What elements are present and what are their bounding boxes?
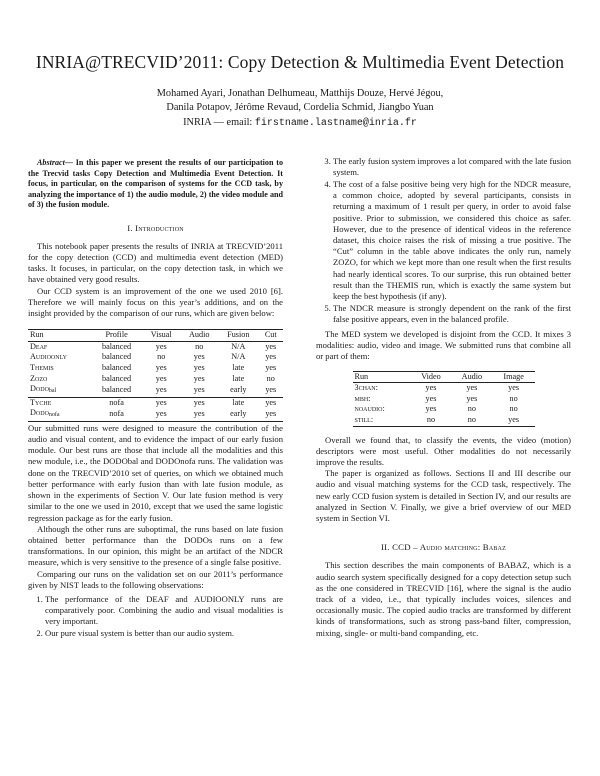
runs-table-header <box>28 330 283 342</box>
cell: yes <box>466 393 478 403</box>
cell: yes <box>265 409 277 419</box>
cell: yes <box>508 415 520 425</box>
cell: yes <box>155 362 167 372</box>
observation-3: 3. The early fusion system improves a lot compared with the late fusion system. <box>333 156 571 178</box>
table-row <box>28 384 283 397</box>
cell: no <box>157 352 166 362</box>
col-header: Run <box>354 371 369 381</box>
cell: yes <box>466 383 478 393</box>
cell: no <box>509 404 518 414</box>
cell: yes <box>155 409 167 419</box>
cell: early <box>230 409 247 419</box>
run-name: 3chan: <box>354 383 378 393</box>
section-number: II. <box>381 542 393 553</box>
cell: yes <box>265 341 277 351</box>
affiliation-text: INRIA — email: <box>183 117 255 128</box>
run-name: still: <box>354 415 374 425</box>
cell: late <box>232 362 245 372</box>
run-name-subscript: nofa <box>48 412 60 419</box>
left-column <box>28 158 283 643</box>
observation-2: 2. Our pure visual system is better than our audio system. <box>45 628 283 639</box>
col-header: Image <box>503 371 524 381</box>
left-paragraph-5: Comparing our runs on the validation set on our 2011’s performance given by NIST leads to the following observations: <box>28 568 283 590</box>
abstract-lead: Abstract <box>37 158 65 167</box>
cell: nofa <box>109 409 124 419</box>
right-paragraph-3: The paper is organized as follows. Sections II and III describe our audio and visual matching systems for the CCD task, respectively. The new early CCD fusion system is detailed in Section IV, and our results are analyzed in Section V. Finally, we give a brief overview of our MED system in Section VI. <box>316 468 571 524</box>
cell: yes <box>193 352 205 362</box>
table-row <box>28 408 283 421</box>
cell: early <box>230 385 247 395</box>
run-name <box>28 408 91 421</box>
intro-paragraph-2: Our CCD system is an improvement of the one we used 2010 [6]. Therefore we will mainly focus on this year’s additions, and on the insight provided by the comparison of our runs, which are given below: <box>28 285 283 318</box>
left-paragraph-4: Although the other runs are suboptimal, the runs based on late fusion obtained better performance than the DODOs runs on a few transformations. In our opinion, this might be an artifact of the NDCR measure, which is very sensitive to the presence of a single false positive. <box>28 523 283 568</box>
cell: no <box>467 415 476 425</box>
cell: no <box>509 393 518 403</box>
cell: no <box>195 341 204 351</box>
cell: balanced <box>102 373 132 383</box>
table-row <box>353 415 535 426</box>
col-header: Visual <box>150 330 172 340</box>
cell: yes <box>425 393 437 403</box>
section-number: I. <box>127 222 136 233</box>
left-paragraph-3: Our submitted runs were designed to measure the contribution of the audio and visual content, and to evidence the impact of our early fusion module. Our best runs are those that include all the modalities and this new module, i.e., the DODObal and DODOnofa runs. The validation was done on the TRECVID’2010 set of queries, on which we obtained much better performance with early fusion than with late fusion module, as shown in the experiments of Section V. Our late fusion method is very similar to the one we used in 2010, except that we used the same logistic regression package as for the early fusion. <box>28 422 283 523</box>
cell: yes <box>155 341 167 351</box>
cell: yes <box>425 404 437 414</box>
section-2-paragraph: This section describes the main components of BABAZ, which is a audio search system specifically designed for a copy detection setup such as the one considered in TRECVID [16], where the signal is the audio track of a video, i.e., that typically includes voices, silences and occasionally music. The copied audio tracks are transformed by different kinds of transformations, such as strong pass-band filter, compression, mixing, single- or multi-band companding, etc. <box>316 560 571 638</box>
cell: yes <box>155 397 167 407</box>
table-row <box>28 352 283 363</box>
cell: yes <box>155 385 167 395</box>
run-name-subscript: bal <box>48 388 57 395</box>
run-name: Tyche <box>30 397 52 407</box>
cell: no <box>426 415 436 425</box>
run-name: Deaf <box>30 341 48 351</box>
cell: balanced <box>102 362 132 372</box>
observations-list-part-2 <box>316 156 571 325</box>
table-row <box>28 397 283 408</box>
run-name: Themis <box>30 362 54 372</box>
abstract <box>28 158 283 211</box>
cell: balanced <box>102 385 132 395</box>
observation-1: 1. The performance of the DEAF and AUDIOONLY runs are comparatively poor. Combining the audio and visual modalities is very important. <box>45 594 283 628</box>
authors-line-2: Danila Potapov, Jérôme Revaud, Cordelia Schmid, Jiangbo Yuan <box>166 101 434 113</box>
observation-5: 5. The NDCR measure is strongly dependent on the rank of the first false positive appears, even in the balanced profile. <box>333 303 571 325</box>
section-heading-audio-matching <box>316 542 571 553</box>
cell: late <box>232 397 245 407</box>
table-row <box>353 404 535 415</box>
section-heading-introduction <box>28 223 283 234</box>
col-header: Fusion <box>227 330 250 340</box>
cell: balanced <box>102 352 132 362</box>
table-row <box>353 383 535 394</box>
abstract-text: — In this paper we present the results of our participation to the Trecvid tasks Copy Detection and Multimedia Event Detection. It focus, in particular, on the comparison of systems for the CCD task, by analyzing the importance of 1) the audio module, 2) the video module and of 3) the fusion module. <box>28 158 283 209</box>
col-header: Audio <box>461 371 483 381</box>
observation-4: 4. The cost of a false positive being very high for the NDCR measure, a common choice, adopted by several participants, consists in returning a maximum of 1 result per query, in order to avoid false positive. Prior to submission, we considered this choice as safer. However, due to the presence of identical videos in the reference dataset, this choice raises the risk of missing a true positive. The “Cut” column in the table above indicates the only run, namely ZOZO, for which we kept more than one result when the first results had nearly identical scores. To our surprise, this run obtained better result than the THEMIS run, which is exactly the same system but keep the best hypothesis (if any). <box>333 179 571 302</box>
right-column <box>316 158 571 639</box>
col-header: Audio <box>188 330 210 340</box>
med-table-header <box>353 371 535 383</box>
run-name-base: Dodo <box>30 408 49 418</box>
cell: yes <box>193 373 205 383</box>
authors-line-1: Mohamed Ayari, Jonathan Delhumeau, Matthijs Douze, Hervé Jégou, <box>156 88 444 99</box>
col-header: Run <box>30 330 44 340</box>
run-name: noaudio: <box>354 404 385 414</box>
cell: yes <box>425 383 437 393</box>
section-title: CCD – Audio matching: Babaz <box>392 542 506 553</box>
cell: no <box>266 373 275 383</box>
cell: yes <box>265 385 277 395</box>
cell: yes <box>155 373 167 383</box>
right-paragraph-2: Overall we found that, to classify the events, the video (motion) descriptors were most useful. Other modalities do not necessarily improve the results. <box>316 434 571 468</box>
col-header: Profile <box>105 330 128 340</box>
intro-paragraph-1: This notebook paper presents the results of INRIA at TRECVID’2011 for the copy detection (CCD) and multimedia event detection (MED) tasks. It focuses, in particular, on the copy detection task, in which we have obtained very good results. <box>28 240 283 285</box>
paper-title: INRIA@TRECVID’2011: Copy Detection & Multimedia Event Detection <box>35 52 565 72</box>
runs-table <box>28 329 283 422</box>
run-name <box>28 384 91 397</box>
run-name: Zozo <box>30 373 48 383</box>
run-name: mbh: <box>354 393 371 403</box>
cell: yes <box>193 385 205 395</box>
cell: balanced <box>102 341 132 351</box>
table-row <box>28 341 283 352</box>
cell: yes <box>265 352 277 362</box>
run-name: Audioonly <box>30 352 67 362</box>
cell: nofa <box>109 397 124 407</box>
cell: yes <box>193 409 205 419</box>
cell: yes <box>265 397 277 407</box>
table-row <box>353 394 535 405</box>
section-title: Introduction <box>135 222 184 233</box>
cell: yes <box>265 362 277 372</box>
author-list <box>0 87 600 114</box>
col-header: Cut <box>264 330 277 340</box>
cell: yes <box>193 397 205 407</box>
med-paragraph: The MED system we developed is disjoint from the CCD. It mixes 3 modalities: audio, video and image. We submitted runs that combine all or part of them: <box>316 329 571 362</box>
cell: N/A <box>231 352 246 362</box>
table-row <box>28 363 283 374</box>
cell: yes <box>193 362 205 372</box>
med-runs-table <box>353 371 535 427</box>
email-address: firstname.lastname@inria.fr <box>254 118 417 129</box>
run-name-base: Dodo <box>30 384 49 394</box>
cell: late <box>232 373 245 383</box>
table-row <box>28 374 283 385</box>
affiliation <box>0 117 600 129</box>
cell: N/A <box>231 341 246 351</box>
cell: no <box>467 404 476 414</box>
col-header: Video <box>421 371 441 381</box>
cell: yes <box>508 383 520 393</box>
observations-list-part-1 <box>28 594 283 639</box>
